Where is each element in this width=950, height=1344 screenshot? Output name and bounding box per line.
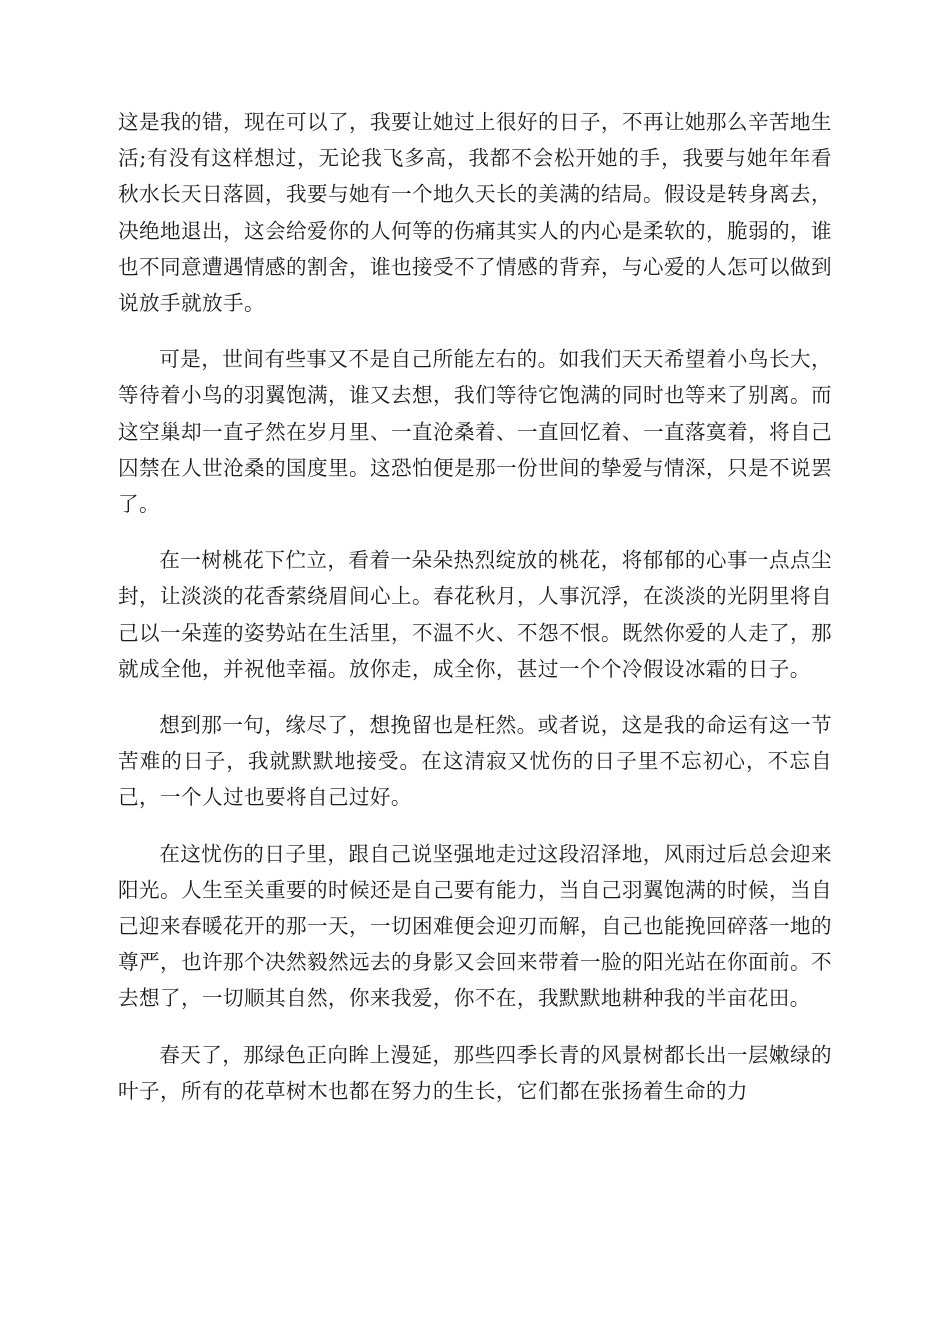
paragraph-3: 在一树桃花下伫立，看着一朵朵热烈绽放的桃花，将郁郁的心事一点点尘封，让淡淡的花香萦绕眉间心上。春花秋月，人事沉浮，在淡淡的光阴里将自己以一朵莲的姿势站在生活里，不温不火、不怨不恨。既然你爱的人走了，那就成全他，并祝他幸福。放你走，成全你，甚过一个个冷假设冰霜的日子。 (118, 548, 832, 681)
paragraph-2: 可是，世间有些事又不是自己所能左右的。如我们天天希望着小鸟长大，等待着小鸟的羽翼饱满，谁又去想，我们等待它饱满的同时也等来了别离。而这空巢却一直孑然在岁月里、一直沧桑着、一直回忆着、一直落寞着，将自己囚禁在人世沧桑的国度里。这恐怕便是那一份世间的挚爱与情深，只是不说罢了。 (118, 347, 832, 517)
paragraph-5: 在这忧伤的日子里，跟自己说坚强地走过这段沼泽地，风雨过后总会迎来阳光。人生至关重要的时候还是自己要有能力，当自己羽翼饱满的时候，当自己迎来春暖花开的那一天，一切困难便会迎刃而解，自己也能挽回碎落一地的尊严，也许那个决然毅然远去的身影又会回来带着一脸的阳光站在你面前。不去想了，一切顺其自然，你来我爱，你不在，我默默地耕种我的半亩花田。 (118, 841, 832, 1011)
document-page (118, 104, 832, 1129)
paragraph-1: 这是我的错，现在可以了，我要让她过上很好的日子，不再让她那么辛苦地生活;有没有这样想过，无论我飞多高，我都不会松开她的手，我要与她年年看秋水长天日落圆，我要与她有一个地久天长的美满的结局。假设是转身离去，决绝地退出，这会给爱你的人何等的伤痛其实人的内心是柔软的，脆弱的，谁也不同意遭遇情感的割舍，谁也接受不了情感的背弃，与心爱的人怎可以做到说放手就放手。 (118, 110, 832, 316)
paragraph-4: 想到那一句，缘尽了，想挽留也是枉然。或者说，这是我的命运有这一节苦难的日子，我就默默地接受。在这清寂又忧伤的日子里不忘初心，不忘自己，一个人过也要将自己过好。 (118, 713, 832, 810)
paragraph-6: 春天了，那绿色正向眸上漫延，那些四季长青的风景树都长出一层嫩绿的叶子，所有的花草树木也都在努力的生长，它们都在张扬着生命的力 (118, 1042, 832, 1103)
